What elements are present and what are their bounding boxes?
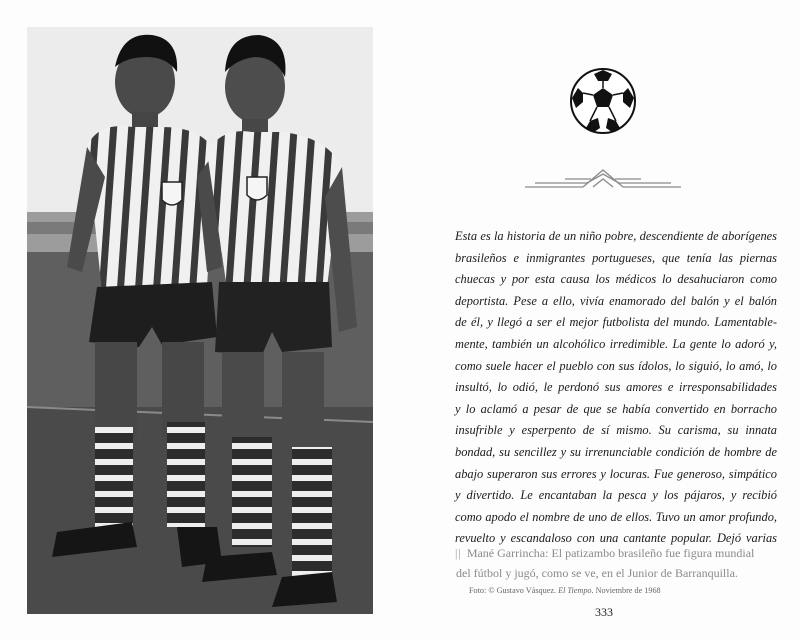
caption-line	[455, 543, 755, 563]
body-line: como apodo el nombre de uno de ellos. Tuvo un amor profundo,	[455, 509, 777, 524]
body-line: abajo superaron sus errores y locuras. Fue generoso, simpático	[455, 466, 777, 481]
body-line: brasileños e inmigrantes portugueses, que tenía las piernas	[455, 250, 777, 265]
art-deco-divider-icon	[525, 166, 681, 192]
caption-text: Mané Garrincha: El patizambo brasileño fue figura mundial	[466, 546, 755, 560]
body-line: y lo aclamó a pesar de que se había convertido en borracho	[455, 401, 777, 416]
body-line: deportista. Pese a ello, vivía enamorado del balón y el balón	[455, 293, 777, 308]
photo-caption	[455, 543, 755, 583]
body-line: bondad, su sencillez y su irrenunciable condición de hombre de	[455, 444, 777, 459]
page-number: 333	[595, 605, 613, 619]
credit-suffix: . Noviembre de 1968	[591, 586, 661, 595]
credit-source: El Tiempo	[558, 586, 592, 595]
body-line: insultó, lo odió, le perdonó sus amores e irresponsabilidades	[455, 380, 777, 395]
body-line: de él, y llegó a ser el mejor futbolista del mundo. Lamentable-	[455, 315, 777, 330]
body-line: revuelto y escandaloso con una cantante popular. Dejó varias	[455, 531, 777, 546]
body-line: insufrible y esperpento de sí mismo. Su carisma, su innata	[455, 423, 777, 438]
caption-line: del fútbol y jugó, como se ve, en el Junior de Barranquilla.	[456, 566, 738, 580]
soccer-ball-icon	[568, 66, 638, 136]
body-line: como suele hacer el pueblo con sus ídolos, lo siguió, lo amó, lo	[455, 358, 777, 373]
caption-bars: ||	[455, 546, 462, 560]
body-line: chuecas y por esta causa los médicos lo desahuciaron como	[455, 272, 777, 287]
credit-prefix: Foto: © Gustavo Vásquez.	[469, 586, 557, 595]
photo-credit	[469, 586, 661, 595]
body-line: Esta es la historia de un niño pobre, descendiente de aborígenes	[455, 229, 777, 243]
photo-illustration	[27, 27, 373, 614]
body-line: y divertido. Le encantaban la pesca y los pájaros, y recibió	[455, 488, 777, 503]
players-photo	[27, 27, 373, 614]
body-text	[455, 226, 777, 550]
body-line: mente, también un alcohólico irredimible. La gente lo adoró y,	[455, 336, 777, 351]
